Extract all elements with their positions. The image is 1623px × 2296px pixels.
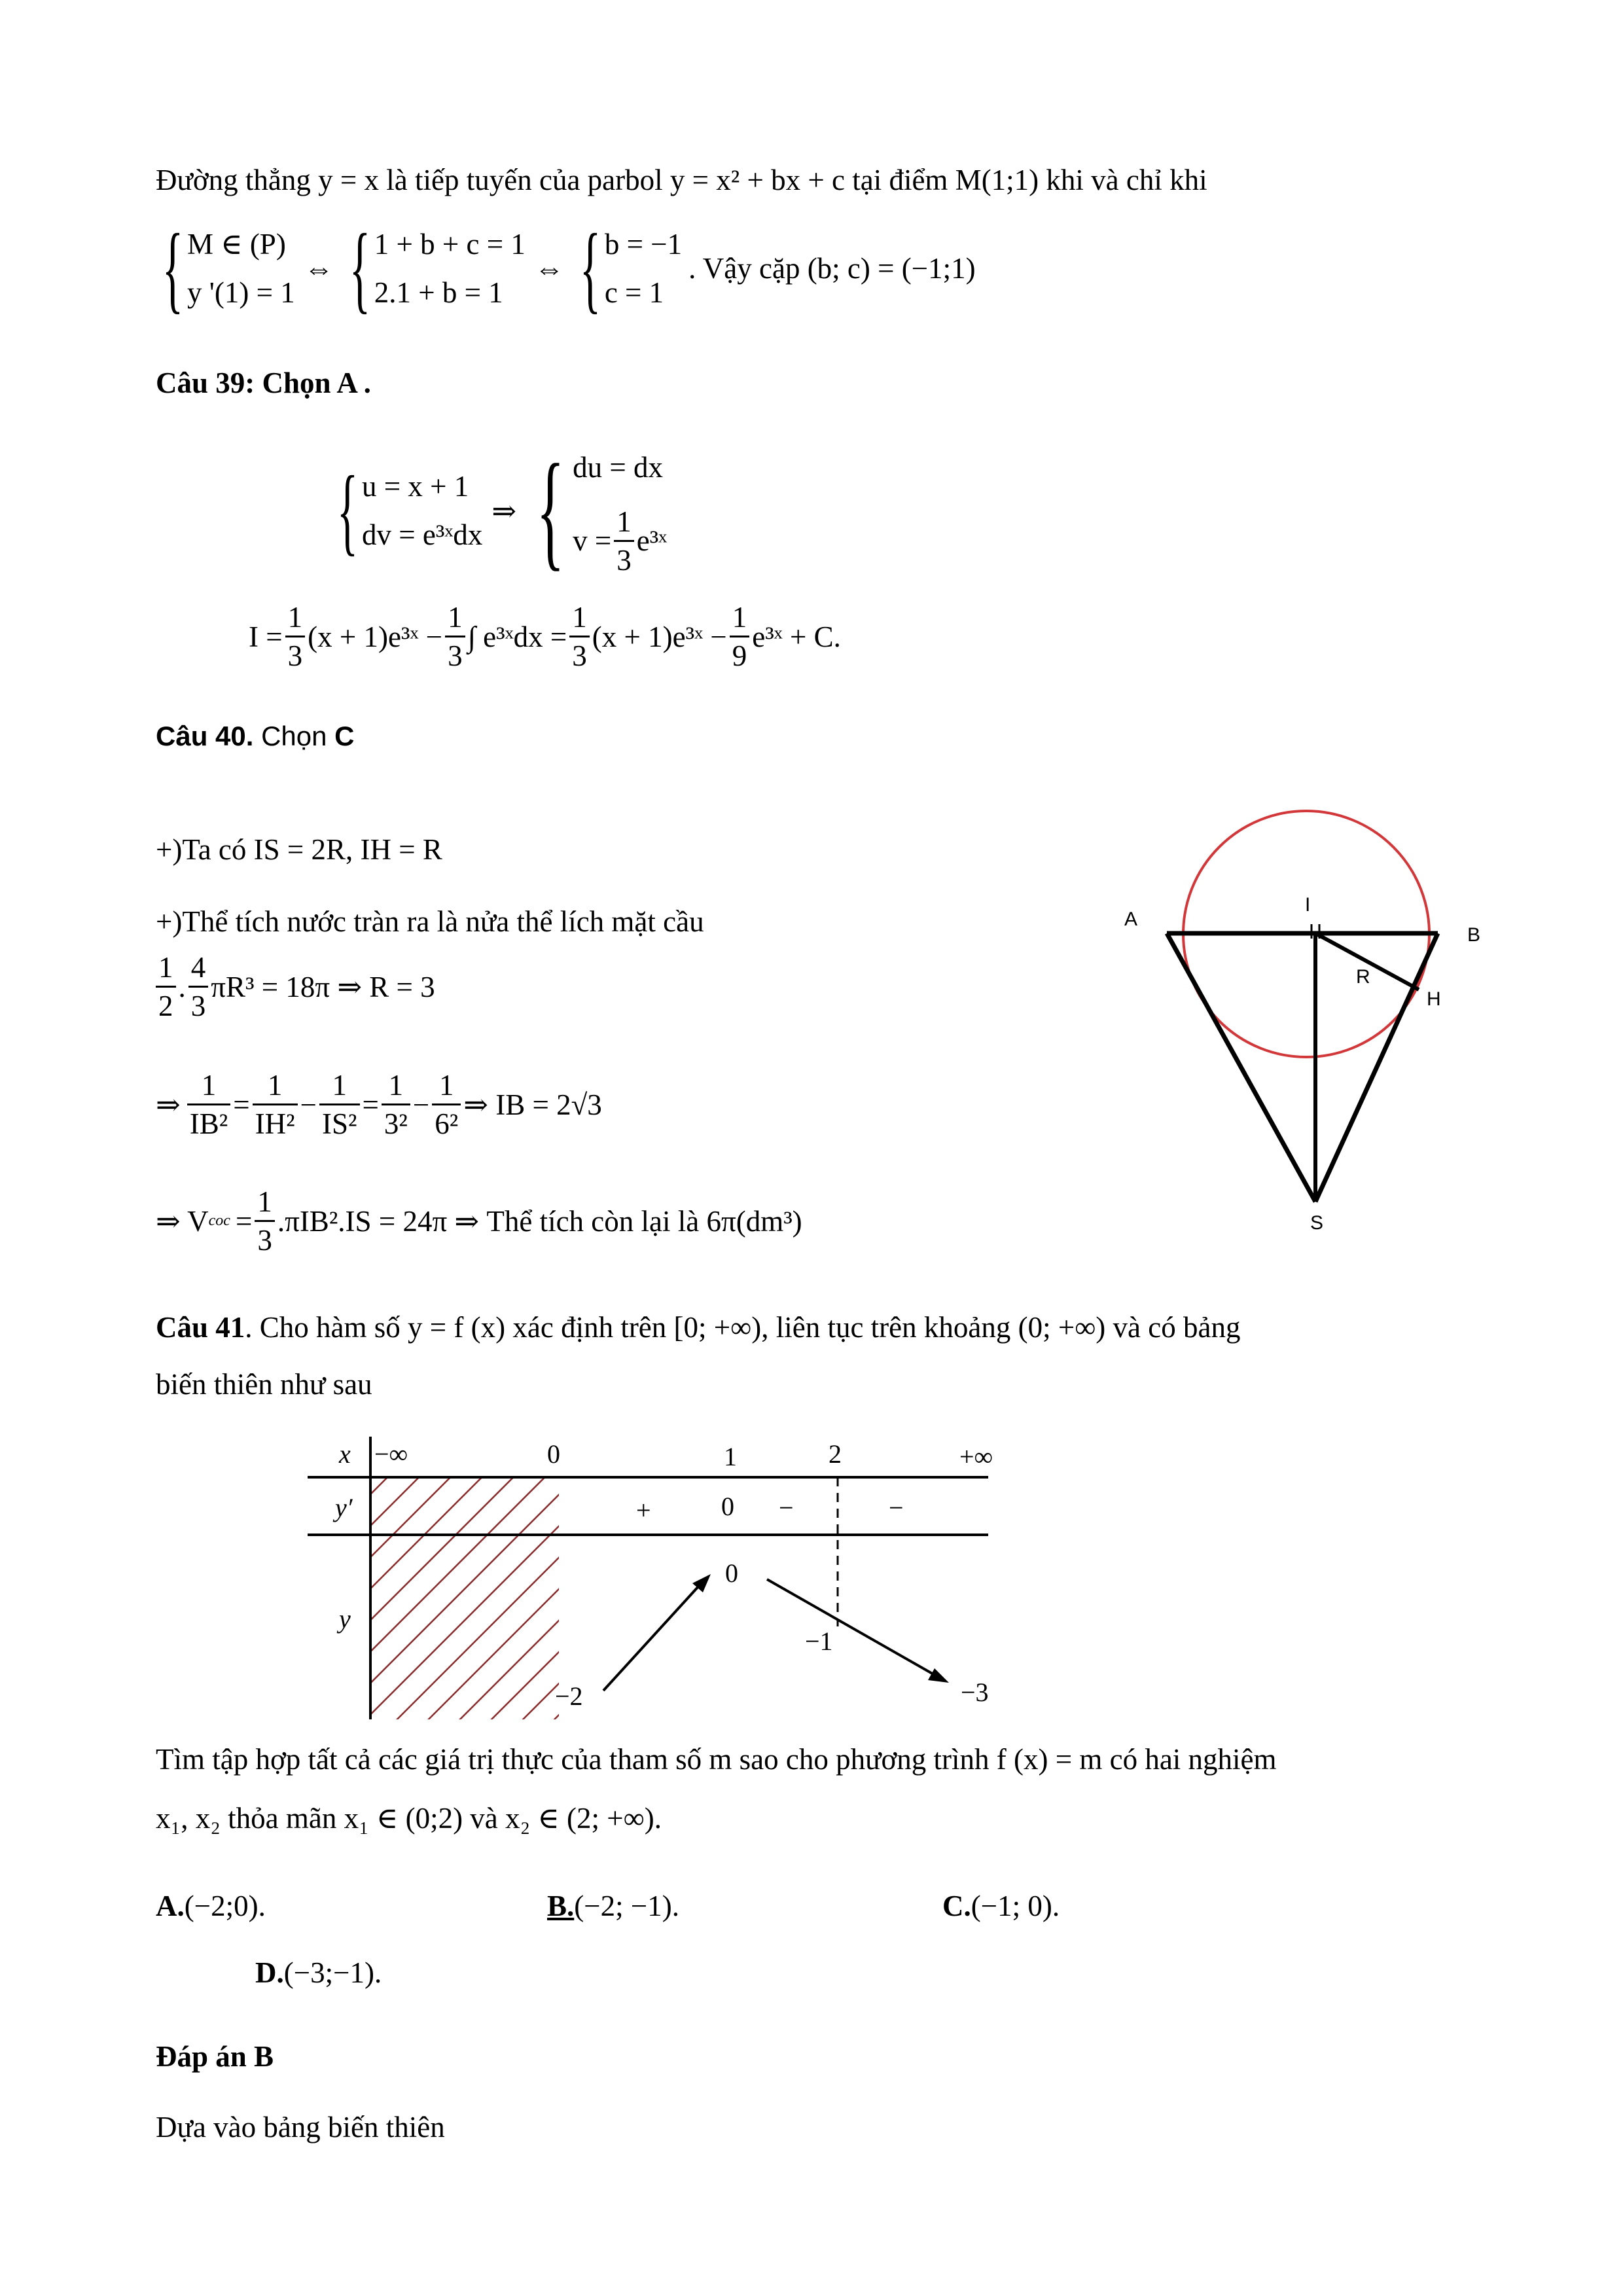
substitution-system-a: u = x + 1 dv = e³ˣdx [362, 470, 483, 551]
y-value: 0 [725, 1558, 738, 1588]
substitution-system-b: du = dx v = $\frac{1}{3}$ e³ˣ [573, 450, 668, 577]
q40-line2: +)Thể tích nước tràn ra là nửa thể lích mặt cầu [156, 905, 704, 938]
label-H: H [1427, 988, 1441, 1010]
cone-sphere-figure [1099, 772, 1505, 1244]
system-1: M ∈ (P) y '(1) = 1 [187, 228, 295, 309]
increasing-arrow [603, 1586, 699, 1691]
answer-heading: Đáp án B [156, 2040, 274, 2073]
intro-systems: { M ∈ (P) y '(1) = 1 ⇔ { 1 + b + c = 1 2.1 + b = 1 ⇔ { b = −1 c = 1 . Vậy cặp (b; c) = (−1;1) [162, 214, 976, 323]
intro-line: Đường thẳng y = x là tiếp tuyến của parbol y = x² + bx + c tại điểm M(1;1) khi và chỉ khi [156, 164, 1207, 196]
q41-question-line1: Tìm tập hợp tất cả các giá trị thực của tham số m sao cho phương trình f (x) = m có hai nghiệm [156, 1743, 1277, 1776]
y-value: −2 [555, 1681, 583, 1711]
label-B: B [1467, 924, 1481, 946]
x-value: +∞ [959, 1442, 993, 1471]
implies-symbol: ⇒ [491, 494, 517, 528]
q40-eq3: ⇒ V coc = $\frac{1}{3}$ .πIB².IS = 24π ⇒ Thể tích còn lại là 6π(dm³) [156, 1183, 802, 1259]
label-S: S [1310, 1212, 1324, 1234]
x-value: −∞ [374, 1439, 408, 1469]
y-value: −3 [961, 1677, 989, 1707]
label-R: R [1356, 966, 1370, 988]
x-value: 0 [547, 1439, 560, 1469]
explanation-line: Dựa vào bảng biến thiên [156, 2111, 445, 2144]
brace: { [162, 214, 184, 323]
row-label-x: x [339, 1439, 351, 1469]
q39-heading: Câu 39: Chọn A . [156, 367, 371, 399]
intro-conclusion: . Vậy cặp (b; c) = (−1;1) [688, 252, 976, 285]
label-A: A [1124, 908, 1138, 930]
cone-right-edge [1315, 933, 1438, 1202]
yprime-value: 0 [721, 1492, 734, 1521]
q41-question-line2: x₁, x₂ thỏa mãn x₁ ∈ (0;2) và x₂ ∈ (2; +∞). [156, 1802, 662, 1835]
option-D[interactable]: D.(−3;−1). [255, 1956, 382, 1989]
equiv-symbol: ⇔ [304, 252, 334, 285]
label-I: I [1305, 894, 1311, 916]
y-value: −1 [805, 1626, 833, 1656]
cone-left-edge [1167, 933, 1315, 1202]
q39-substitution: { u = x + 1 dv = e³ˣdx ⇒ { du = dx v = $\frac{1}{3}$ e³ˣ [336, 438, 668, 583]
decreasing-arrow [767, 1579, 935, 1675]
option-C[interactable]: C.(−1; 0). [942, 1890, 1060, 1922]
q40-eq1: $\frac{1}{2}$ . $\frac{4}{3}$ πR³ = 18π ⇒ R = 3 [156, 949, 435, 1024]
q41-line1: Câu 41. Cho hàm số y = f (x) xác định trên [0; +∞), liên tục trên khoảng (0; +∞) và có bảng [156, 1311, 1241, 1344]
q40-line1: +)Ta có IS = 2R, IH = R [156, 833, 442, 866]
system-2: 1 + b + c = 1 2.1 + b = 1 [374, 228, 526, 309]
system-3: b = −1 c = 1 [604, 228, 683, 309]
yprime-value: − [889, 1493, 904, 1522]
x-value: 2 [829, 1439, 842, 1469]
x-value: 1 [724, 1442, 737, 1471]
option-B[interactable]: B.(−2; −1). [547, 1890, 679, 1922]
q39-integral: I = $\frac{1}{3}$ (x + 1)e³ˣ − $\frac{1}{3}$ ∫ e³ˣdx = $\frac{1}{3}$ (x + 1)e³ˣ − $\frac{1}{9}$ e³ˣ + C. [249, 599, 841, 674]
yprime-value: − [779, 1493, 794, 1522]
option-A[interactable]: A.(−2;0). [156, 1890, 266, 1922]
q40-eq2: ⇒ $\frac{1}{\text{IB²}}$ = $\frac{1}{\text{IH²}}$ − $\frac{1}{\text{IS²}}$ = $\frac{1}{\text{3²}}$ − $\frac{1}{\text{6²}}$ ⇒ IB = 2√3 [156, 1067, 602, 1142]
equiv-symbol: ⇔ [534, 252, 564, 285]
yprime-value: + [636, 1496, 651, 1525]
q41-line2: biến thiên như sau [156, 1368, 372, 1401]
row-label-yprime: y′ [335, 1493, 353, 1522]
q40-heading: Câu 40. Chọn C [156, 721, 355, 751]
row-label-y: y [339, 1604, 351, 1634]
variation-table [301, 1437, 1060, 1725]
undefined-region [370, 1476, 559, 1719]
